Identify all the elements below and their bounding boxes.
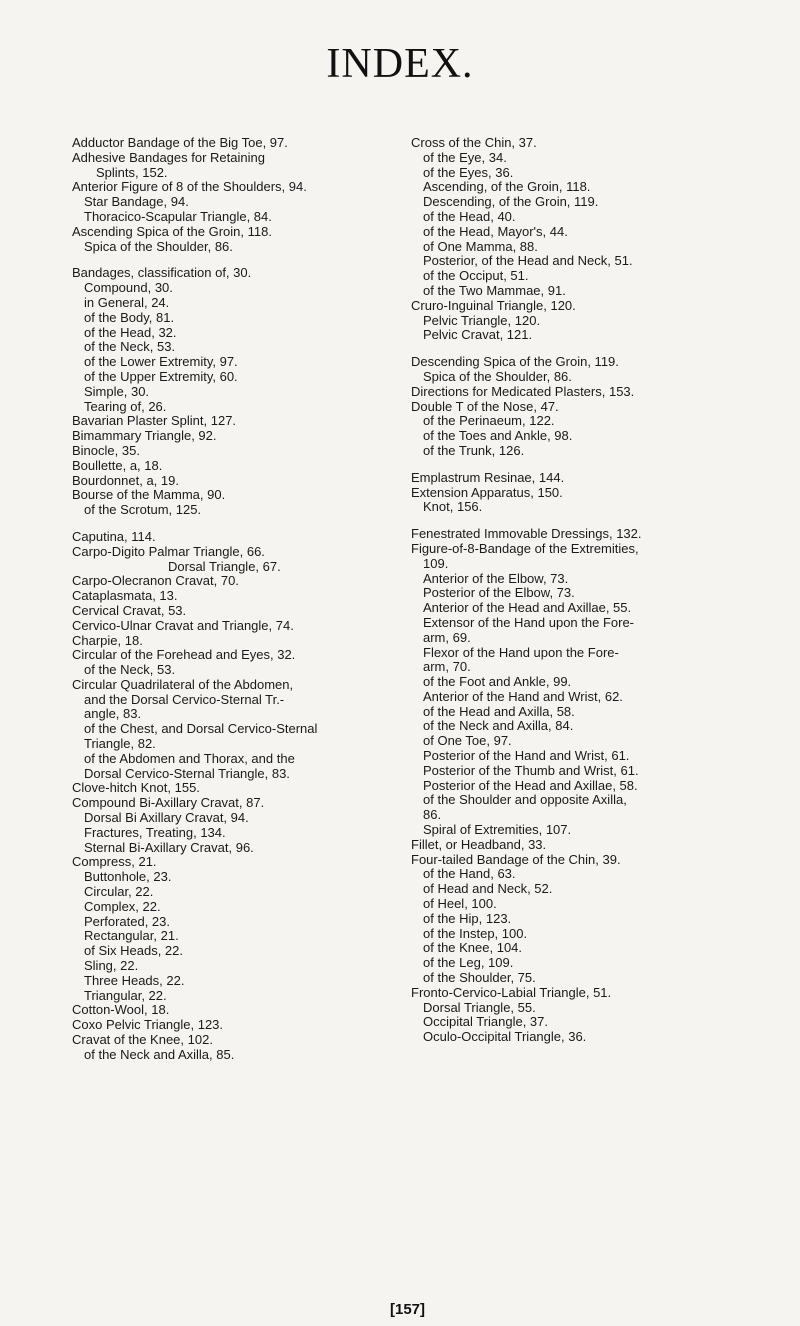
index-entry: Simple, 30.	[84, 383, 150, 399]
index-entry: Adductor Bandage of the Big Toe, 97.	[72, 135, 288, 150]
index-entry: Cotton-Wool, 18.	[72, 1002, 170, 1018]
index-entry: Anterior of the Elbow, 73.	[423, 570, 569, 586]
index-entry: angle, 83.	[84, 706, 142, 722]
index-entry: and the Dorsal Cervico-Sternal Tr.-	[84, 691, 285, 707]
index-entry: Descending, of the Groin, 119.	[423, 194, 599, 210]
index-entry: Circular of the Forehead and Eyes, 32.	[72, 647, 296, 663]
index-entry: of the Head, Mayor's, 44.	[423, 223, 568, 239]
index-entry: of the Eye, 34.	[423, 149, 507, 165]
index-entry: of the Chest, and Dorsal Cervico-Sternal	[84, 721, 318, 737]
index-entry: Compound Bi-Axillary Cravat, 87.	[72, 795, 265, 811]
index-entry: of the Two Mammae, 91.	[423, 282, 566, 298]
index-entry: Spica of the Shoulder, 86.	[84, 238, 233, 254]
index-entry: of the Body, 81.	[84, 309, 175, 325]
section-gap	[411, 459, 741, 471]
index-entry: Compound, 30.	[84, 280, 173, 296]
index-entry: of the Head, 32.	[84, 324, 177, 340]
index-entry: Complex, 22.	[84, 898, 161, 914]
index-entry: of the Neck and Axilla, 84.	[423, 718, 574, 734]
index-entry: Posterior of the Thumb and Wrist, 61.	[423, 762, 639, 778]
index-entry: Adhesive Bandages for Retaining	[72, 149, 265, 165]
index-entry: of the Instep, 100.	[423, 925, 528, 941]
index-entry: of the Head and Axilla, 58.	[423, 703, 575, 719]
index-entry: Compress, 21.	[72, 854, 157, 870]
index-entry: of the Perinaeum, 122.	[423, 413, 555, 429]
index-entry: Knot, 156.	[423, 499, 483, 515]
index-entry: Dorsal Triangle, 55.	[423, 999, 536, 1015]
index-entry: Binocle, 35.	[72, 442, 140, 458]
index-entry: of the Head, 40.	[423, 208, 516, 224]
index-entry: Fronto-Cervico-Labial Triangle, 51.	[411, 984, 612, 1000]
index-entry: 109.	[423, 555, 449, 571]
index-entry: of the Hip, 123.	[423, 910, 512, 926]
index-entry: of the Neck and Axilla, 85.	[84, 1046, 235, 1062]
index-entry: of the Hand, 63.	[423, 866, 516, 882]
index-entry: of the Neck, 53.	[84, 662, 176, 678]
index-entry: of Head and Neck, 52.	[423, 881, 553, 897]
index-entry: Circular, 22.	[84, 884, 154, 900]
index-entry: Ascending, of the Groin, 118.	[423, 179, 591, 195]
index-entry: of the Scrotum, 125.	[84, 502, 202, 518]
index-entry: Boullette, a, 18.	[72, 457, 163, 473]
index-entry: Thoracico-Scapular Triangle, 84.	[84, 208, 272, 224]
index-entry: Charpie, 18.	[72, 632, 143, 648]
index-entry: Cervical Cravat, 53.	[72, 602, 187, 618]
index-entry: Cataplasmata, 13.	[72, 588, 178, 604]
index-entry: of the Toes and Ankle, 98.	[423, 428, 573, 444]
index-entry: Figure-of-8-Bandage of the Extremities,	[411, 540, 639, 556]
index-entry: 86.	[423, 807, 442, 823]
index-entry: Carpo-Olecranon Cravat, 70.	[72, 573, 239, 589]
index-entry: Rectangular, 21.	[84, 928, 179, 944]
index-entry: of the Shoulder, 75.	[423, 970, 536, 986]
index-entry: Circular Quadrilateral of the Abdomen,	[72, 676, 294, 692]
index-entry: Dorsal Cervico-Sternal Triangle, 83.	[84, 765, 290, 781]
index-entry: Posterior of the Hand and Wrist, 61.	[423, 748, 630, 764]
index-entry: Three Heads, 22.	[84, 972, 185, 988]
index-entry: Perforated, 23.	[84, 913, 170, 929]
index-entry: Buttonhole, 23.	[84, 869, 172, 885]
index-entry: of the Foot and Ankle, 99.	[423, 674, 572, 690]
index-entry: arm, 70.	[423, 659, 471, 675]
index-entry: Anterior of the Head and Axillae, 55.	[423, 600, 632, 616]
index-entry: Bimammary Triangle, 92.	[72, 428, 217, 444]
index-entry: Directions for Medicated Plasters, 153.	[411, 383, 635, 399]
index-entry: Clove-hitch Knot, 155.	[72, 780, 200, 796]
index-entry: Star Bandage, 94.	[84, 194, 189, 210]
index-entry: of the Trunk, 126.	[423, 442, 525, 458]
index-entry: Cruro-Inguinal Triangle, 120.	[411, 297, 576, 313]
index-entry: Spiral of Extremities, 107.	[423, 822, 572, 838]
index-entry: of the Eyes, 36.	[423, 164, 514, 180]
index-entry: Cervico-Ulnar Cravat and Triangle, 74.	[72, 617, 294, 633]
index-entry: Ascending Spica of the Groin, 118.	[72, 223, 272, 239]
index-entry: Descending Spica of the Groin, 119.	[411, 354, 619, 370]
index-entry: Splints, 152.	[96, 164, 168, 180]
index-entry: Bourdonnet, a, 19.	[72, 472, 179, 488]
index-entry: Double T of the Nose, 47.	[411, 398, 559, 414]
index-entry: Oculo-Occipital Triangle, 36.	[423, 1029, 587, 1045]
index-entry: Sling, 22.	[84, 958, 139, 974]
index-entry: Sternal Bi-Axillary Cravat, 96.	[84, 839, 254, 855]
index-entry: Carpo-Digito Palmar Triangle, 66.	[72, 543, 265, 559]
index-entry: Anterior of the Hand and Wrist, 62.	[423, 688, 623, 704]
index-entry: of the Abdomen and Thorax, and the	[84, 750, 295, 766]
index-entry: Flexor of the Hand upon the Fore-	[423, 644, 619, 660]
index-entry: of the Upper Extremity, 60.	[84, 368, 238, 384]
index-entry: of the Occiput, 51.	[423, 268, 529, 284]
index-entry: of the Shoulder and opposite Axilla,	[423, 792, 627, 808]
index-entry: Cross of the Chin, 37.	[411, 135, 537, 150]
index-entry: Posterior of the Head and Axillae, 58.	[423, 777, 638, 793]
index-entry: Dorsal Triangle, 67.	[168, 558, 281, 574]
index-entry: Dorsal Bi Axillary Cravat, 94.	[84, 810, 249, 826]
index-entry: in General, 24.	[84, 294, 170, 310]
index-entry: Fractures, Treating, 134.	[84, 824, 226, 840]
index-entry: Anterior Figure of 8 of the Shoulders, 94.	[72, 179, 307, 195]
index-entry: of the Leg, 109.	[423, 955, 514, 971]
index-entry: Spica of the Shoulder, 86.	[423, 368, 572, 384]
index-entry: of the Lower Extremity, 97.	[84, 354, 238, 370]
index-entry: Posterior, of the Head and Neck, 51.	[423, 253, 633, 269]
index-entry: arm, 69.	[423, 629, 471, 645]
index-entry: Bavarian Plaster Splint, 127.	[72, 413, 237, 429]
index-entry: of the Neck, 53.	[84, 339, 176, 355]
index-entry: Caputina, 114.	[72, 528, 156, 544]
page-title: INDEX.	[326, 41, 474, 87]
page-number: [157]	[390, 1301, 426, 1318]
index-entry: Triangle, 82.	[84, 736, 156, 752]
index-entry: Bandages, classification of, 30.	[72, 265, 252, 281]
index-entry: Extensor of the Hand upon the Fore-	[423, 614, 635, 630]
index-column-left	[72, 136, 412, 1063]
index-entry: Fillet, or Headband, 33.	[411, 836, 547, 852]
index-entry: Posterior of the Elbow, 73.	[423, 585, 575, 601]
index-entry: Emplastrum Resinae, 144.	[411, 469, 565, 485]
index-entry: of One Mamma, 88.	[423, 238, 538, 254]
index-entry: Triangular, 22.	[84, 987, 167, 1003]
index-entry: of Heel, 100.	[423, 896, 497, 912]
index-entry: of One Toe, 97.	[423, 733, 512, 749]
index-entry: of Six Heads, 22.	[84, 943, 183, 959]
index-entry: Pelvic Cravat, 121.	[423, 327, 533, 343]
index-entry: Four-tailed Bandage of the Chin, 39.	[411, 851, 621, 867]
index-entry: Extension Apparatus, 150.	[411, 484, 563, 500]
index-entry: Occipital Triangle, 37.	[423, 1014, 549, 1030]
index-entry: Pelvic Triangle, 120.	[423, 312, 541, 328]
index-entry: Bourse of the Mamma, 90.	[72, 487, 226, 503]
index-entry: Coxo Pelvic Triangle, 123.	[72, 1017, 224, 1033]
index-entry: of the Knee, 104.	[423, 940, 523, 956]
index-entry: Fenestrated Immovable Dressings, 132.	[411, 526, 642, 542]
index-entry: Tearing of, 26.	[84, 398, 167, 414]
index-entry: Cravat of the Knee, 102.	[72, 1032, 213, 1048]
index-column-right	[411, 136, 741, 1045]
